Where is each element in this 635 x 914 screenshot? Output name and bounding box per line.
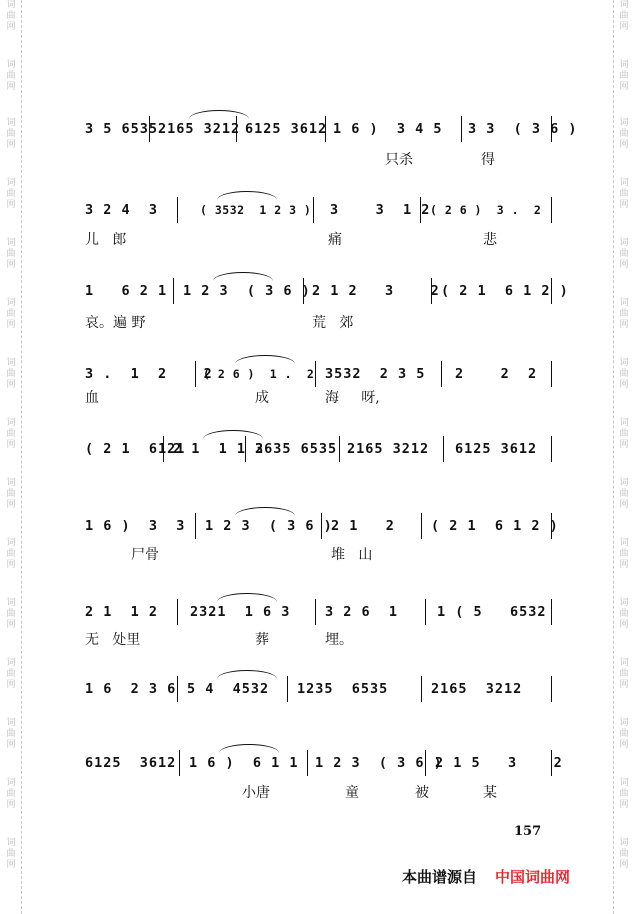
note-group: 3635 6535 xyxy=(255,441,338,457)
note-group: 2 1 2 xyxy=(331,518,395,534)
notation-line xyxy=(85,752,563,774)
slur-mark xyxy=(235,507,295,516)
note-group: ( 2 6 ) 1 . 2 xyxy=(203,367,315,381)
slur-mark xyxy=(217,191,277,200)
lyrics-line xyxy=(85,387,555,407)
watermark-text: 词 曲 网 xyxy=(619,778,629,810)
note-group: 3532 2 3 5 xyxy=(325,366,426,382)
bar-line xyxy=(551,197,552,223)
bar-line xyxy=(245,436,246,462)
note-group: ( 2 1 6 1 2 ) xyxy=(431,518,559,534)
lyrics-line xyxy=(85,544,555,564)
note-group: 2 1 2 3 2 xyxy=(312,283,440,299)
note-group: 1 2 3 ( 3 6 ) xyxy=(205,518,333,534)
bar-line xyxy=(551,750,552,776)
watermark-text: 词 曲 网 xyxy=(6,838,16,870)
bar-line xyxy=(425,599,426,625)
note-group: 3 2 4 3 xyxy=(85,202,159,218)
note-group: 1 6 2 1 xyxy=(85,283,168,299)
note-group: 3 3 ( 3 6 ) xyxy=(468,121,578,137)
notation-line xyxy=(85,363,557,385)
notation-line xyxy=(85,601,557,623)
slur-mark xyxy=(189,110,249,119)
bar-line xyxy=(179,750,180,776)
note-group: 1 2 3 ( 3 6 ) xyxy=(315,755,443,771)
lyrics-line xyxy=(85,629,555,649)
lyric-text: 海 呀, xyxy=(325,390,380,406)
bar-line xyxy=(425,750,426,776)
slur-mark xyxy=(217,593,277,602)
watermark-text: 词 曲 网 xyxy=(6,418,16,450)
watermark-text: 词 曲 网 xyxy=(619,298,629,330)
bar-line xyxy=(421,676,422,702)
page-number: 157 xyxy=(514,824,542,839)
bar-line xyxy=(551,513,552,539)
notation-line xyxy=(85,199,557,221)
site-name[interactable]: 中国词曲网 xyxy=(495,868,571,886)
bar-line xyxy=(177,599,178,625)
lyric-text: 哀。遍 野 xyxy=(85,315,146,331)
note-group: 3 3 1 2 xyxy=(330,202,431,218)
watermark-text: 词 曲 网 xyxy=(6,60,16,92)
lyric-text: 无 处里 xyxy=(85,632,141,648)
lyric-text: 某 xyxy=(483,785,497,801)
footer-credit xyxy=(402,866,570,887)
note-group: 2 1 1 2 xyxy=(85,604,159,620)
watermark-text: 词 曲 网 xyxy=(6,358,16,390)
lyrics-line xyxy=(85,149,555,169)
lyric-text: 荒 郊 xyxy=(312,315,354,331)
watermark-text: 词 曲 网 xyxy=(6,598,16,630)
watermark-text: 词 曲 网 xyxy=(619,358,629,390)
bar-line xyxy=(421,513,422,539)
watermark-text: 词 曲 网 xyxy=(619,658,629,690)
bar-line xyxy=(551,436,552,462)
note-group: 3 5 6535 xyxy=(85,121,159,137)
bar-line xyxy=(420,197,421,223)
bar-line xyxy=(315,599,316,625)
watermark-text: 词 曲 网 xyxy=(619,0,629,32)
note-group: 1235 6535 xyxy=(297,681,389,697)
watermark-text: 词 曲 网 xyxy=(6,718,16,750)
lyric-text: 悲 xyxy=(483,232,497,248)
bar-line xyxy=(177,197,178,223)
watermark-text: 词 曲 网 xyxy=(6,118,16,150)
note-group: 2 1 1 1 2 xyxy=(173,441,265,457)
watermark-text: 词 曲 网 xyxy=(619,838,629,870)
watermark-text: 词 曲 网 xyxy=(6,478,16,510)
bar-line xyxy=(551,599,552,625)
note-group: 2 1 5 3 2 xyxy=(435,755,563,771)
bar-line xyxy=(307,750,308,776)
lyric-text: 得 xyxy=(481,152,495,168)
note-group: 2321 1 6 3 xyxy=(190,604,291,620)
note-group: 6125 3612 xyxy=(455,441,538,457)
notation-line xyxy=(85,118,578,140)
lyric-text: 痛 xyxy=(328,232,342,248)
watermark-text: 词 曲 网 xyxy=(6,538,16,570)
lyric-text: 被 xyxy=(415,785,429,801)
note-group: 1 ( 5 6532 xyxy=(437,604,547,620)
note-group: 3 2 6 1 xyxy=(325,604,399,620)
slur-mark xyxy=(217,670,277,679)
watermark-text: 词 曲 网 xyxy=(6,0,16,32)
watermark-text: 词 曲 网 xyxy=(6,238,16,270)
lyric-text: 葬 xyxy=(255,632,269,648)
note-group: ( 2 1 6121 xyxy=(85,441,186,457)
bar-line xyxy=(325,116,326,142)
bar-line xyxy=(303,278,304,304)
slur-mark xyxy=(219,744,279,753)
bar-line xyxy=(461,116,462,142)
lyrics-line xyxy=(85,782,555,802)
slur-mark xyxy=(203,430,263,439)
lyric-text: 成 xyxy=(255,390,269,406)
note-group: 3 . 1 2 2 xyxy=(85,366,213,382)
bar-line xyxy=(173,278,174,304)
watermark-text: 词 曲 网 xyxy=(619,118,629,150)
watermark-text: 词 曲 网 xyxy=(619,598,629,630)
notation-line xyxy=(85,438,557,460)
watermark-text: 词 曲 网 xyxy=(619,60,629,92)
bar-line xyxy=(339,436,340,462)
bar-line xyxy=(195,361,196,387)
lyrics-line xyxy=(85,312,555,332)
notation-line xyxy=(85,515,557,537)
bar-line xyxy=(287,676,288,702)
source-label: 本曲谱源自 xyxy=(402,868,478,886)
lyric-text: 小唐 xyxy=(242,785,270,801)
bar-line xyxy=(551,116,552,142)
note-group: 5 4 4532 xyxy=(187,681,270,697)
bar-line xyxy=(321,513,322,539)
lyric-text: 尸骨 xyxy=(131,547,159,563)
slur-mark xyxy=(213,272,273,281)
note-group: 2 2 2 xyxy=(455,366,538,382)
lyrics-line xyxy=(85,229,555,249)
bar-line xyxy=(195,513,196,539)
lyric-text: 儿 郎 xyxy=(85,232,127,248)
note-group: 1 6 ) 3 4 5 xyxy=(333,121,443,137)
bar-line xyxy=(551,676,552,702)
bar-line xyxy=(315,361,316,387)
watermark-text: 词 曲 网 xyxy=(6,298,16,330)
bar-line xyxy=(177,676,178,702)
lyric-text: 只杀 xyxy=(385,152,413,168)
note-group: 6125 3612 xyxy=(85,755,177,771)
note-group: 1 6 ) 6 1 1 xyxy=(189,755,299,771)
note-group: 1 6 ) 3 3 xyxy=(85,518,186,534)
bar-line xyxy=(551,361,552,387)
note-group: 1 6 2 3 6 xyxy=(85,681,177,697)
watermark-text: 词 曲 网 xyxy=(6,658,16,690)
bar-line xyxy=(149,116,150,142)
note-group: 6125 3612 xyxy=(245,121,328,137)
notation-line xyxy=(85,280,569,302)
watermark-text: 词 曲 网 xyxy=(619,718,629,750)
note-group: ( 2 6 ) 3 . 2 xyxy=(430,203,542,217)
bar-line xyxy=(551,278,552,304)
watermark-text: 词 曲 网 xyxy=(619,478,629,510)
notation-line xyxy=(85,678,557,700)
watermark-text: 词 曲 网 xyxy=(6,778,16,810)
watermark-text: 词 曲 网 xyxy=(619,238,629,270)
slur-mark xyxy=(235,355,295,364)
bar-line xyxy=(441,361,442,387)
lyric-text: 血 xyxy=(85,390,99,406)
bar-line xyxy=(163,436,164,462)
watermark-text: 词 曲 网 xyxy=(619,418,629,450)
bar-line xyxy=(431,278,432,304)
watermark-text: 词 曲 网 xyxy=(619,178,629,210)
watermark-text: 词 曲 网 xyxy=(619,538,629,570)
bar-line xyxy=(313,197,314,223)
note-group: 2165 3212 xyxy=(431,681,523,697)
note-group: 2165 3212 xyxy=(158,121,241,137)
note-group: ( 2 1 6 1 2 ) xyxy=(441,283,569,299)
lyric-text: 堆 山 xyxy=(331,547,373,563)
note-group: ( 3532 1 2 3 ) xyxy=(200,203,312,217)
lyric-text: 埋。 xyxy=(325,632,353,648)
note-group: 2165 3212 xyxy=(347,441,430,457)
watermark-text: 词 曲 网 xyxy=(6,178,16,210)
bar-line xyxy=(443,436,444,462)
bar-line xyxy=(236,116,237,142)
lyric-text: 童 xyxy=(345,785,359,801)
note-group: 1 2 3 ( 3 6 ) xyxy=(183,283,311,299)
